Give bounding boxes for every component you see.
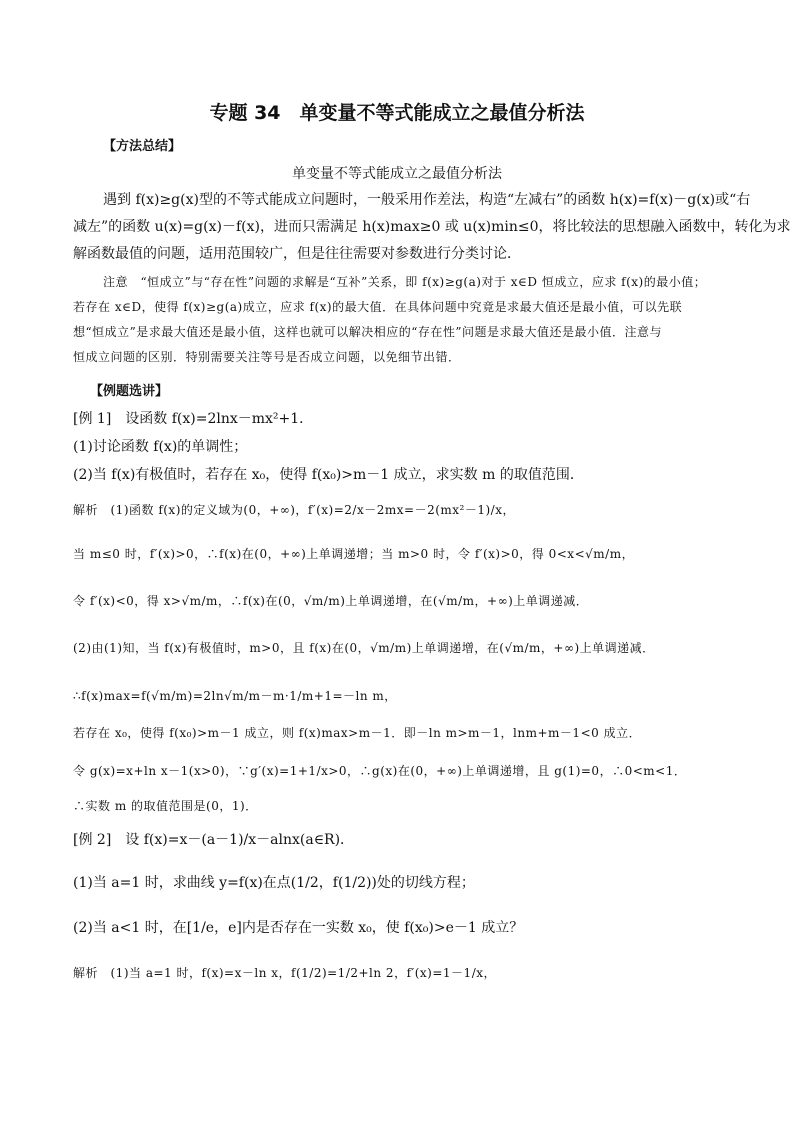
example2-part2: (2)当 a<1 时，在[1/e，e]内是否存在一实数 x₀，使 f(x₀)>e－1 成立？ xyxy=(73,920,524,936)
example1-part1: (1)讨论函数 f(x)的单调性； xyxy=(73,439,248,455)
note-line-2: 若存在 x∈D，使得 f(x)≥g(a)成立，应求 f(x)的最大值．在具体问题中究竟是求最大值还是最小值，可以先联 xyxy=(73,300,683,314)
examples-heading: 【例题选讲】 xyxy=(90,384,169,399)
example2-part1: (1)当 a=1 时，求曲线 y=f(x)在点(1/2，f(1/2))处的切线方程； xyxy=(73,875,475,891)
summary-subtitle: 单变量不等式能成立之最值分析法 xyxy=(292,166,502,182)
page-title: 专题 34 单变量不等式能成立之最值分析法 xyxy=(209,102,585,124)
example1-solution-line-1: 解析 (1)函数 f(x)的定义域为(0，+∞)，f′(x)=2/x－2mx=－2(mx²－1)/x， xyxy=(73,503,515,517)
summary-paragraph-line-1: 遇到 f(x)≥g(x)型的不等式能成立问题时，一般采用作差法，构造“左减右”的函数 h(x)=f(x)－g(x)或“右 xyxy=(103,192,751,208)
example1-solution-line-3: 令 f′(x)<0，得 x>√m/m，∴f(x)在(0，√m/m)上单调递增，在(√m/m，+∞)上单调递减． xyxy=(73,594,589,608)
example1-solution-line-7: 令 g(x)=x+ln x－1(x>0)，∵g′(x)=1+1/x>0，∴g(x)在(0，+∞)上单调递增，且 g(1)=0，∴0<m<1． xyxy=(73,764,687,778)
example1-part2: (2)当 f(x)有极值时，若存在 x₀，使得 f(x₀)>m－1 成立，求实数 m 的取值范围． xyxy=(73,467,584,483)
example1-solution-line-4: (2)由(1)知，当 f(x)有极值时，m>0，且 f(x)在(0，√m/m)上单调递增，在(√m/m，+∞)上单调递减． xyxy=(73,641,655,655)
method-summary-heading: 【方法总结】 xyxy=(103,139,182,154)
note-line-3: 想“恒成立”是求最大值还是最小值，这样也就可以解决相应的“存在性”问题是求最大值还是最小值．注意与 xyxy=(73,325,663,339)
example2-statement: [例 2] 设 f(x)=x－(a－1)/x－alnx(a∈R)． xyxy=(73,832,355,848)
example1-solution-line-5: ∴f(x)max=f(√m/m)=2ln√m/m－m·1/m+1=－ln m， xyxy=(73,689,397,703)
summary-paragraph-line-2: 减左”的函数 u(x)=g(x)－f(x)，进而只需满足 h(x)max≥0 或 u(x)min≤0，将比较法的思想融入函数中，转化为求 xyxy=(73,219,791,235)
example2-solution-line-1: 解析 (1)当 a=1 时，f(x)=x－ln x，f(1/2)=1/2+ln 2，f′(x)=1－1/x， xyxy=(73,966,497,980)
summary-paragraph-line-3: 解函数最值的问题，适用范围较广，但是往往需要对参数进行分类讨论． xyxy=(73,246,521,262)
example1-solution-line-6: 若存在 x₀，使得 f(x₀)>m－1 成立，则 f(x)max>m－1．即－ln m>m－1，lnm+m－1<0 成立． xyxy=(73,726,642,740)
example1-solution-line-2: 当 m≤0 时，f′(x)>0，∴f(x)在(0，+∞)上单调递增；当 m>0 时，令 f′(x)>0，得 0<x<√m/m， xyxy=(73,547,635,561)
example1-statement: [例 1] 设函数 f(x)=2lnx－mx²+1． xyxy=(73,411,314,427)
note-line-1: 注意 “恒成立”与“存在性”问题的求解是“互补”关系，即 f(x)≥g(a)对于 x∈D 恒成立，应求 f(x)的最小值； xyxy=(103,275,707,289)
note-line-4: 恒成立问题的区别．特别需要关注等号是否成立问题，以免细节出错． xyxy=(73,350,461,364)
example1-solution-line-8: ∴实数 m 的取值范围是(0，1)． xyxy=(73,799,258,813)
